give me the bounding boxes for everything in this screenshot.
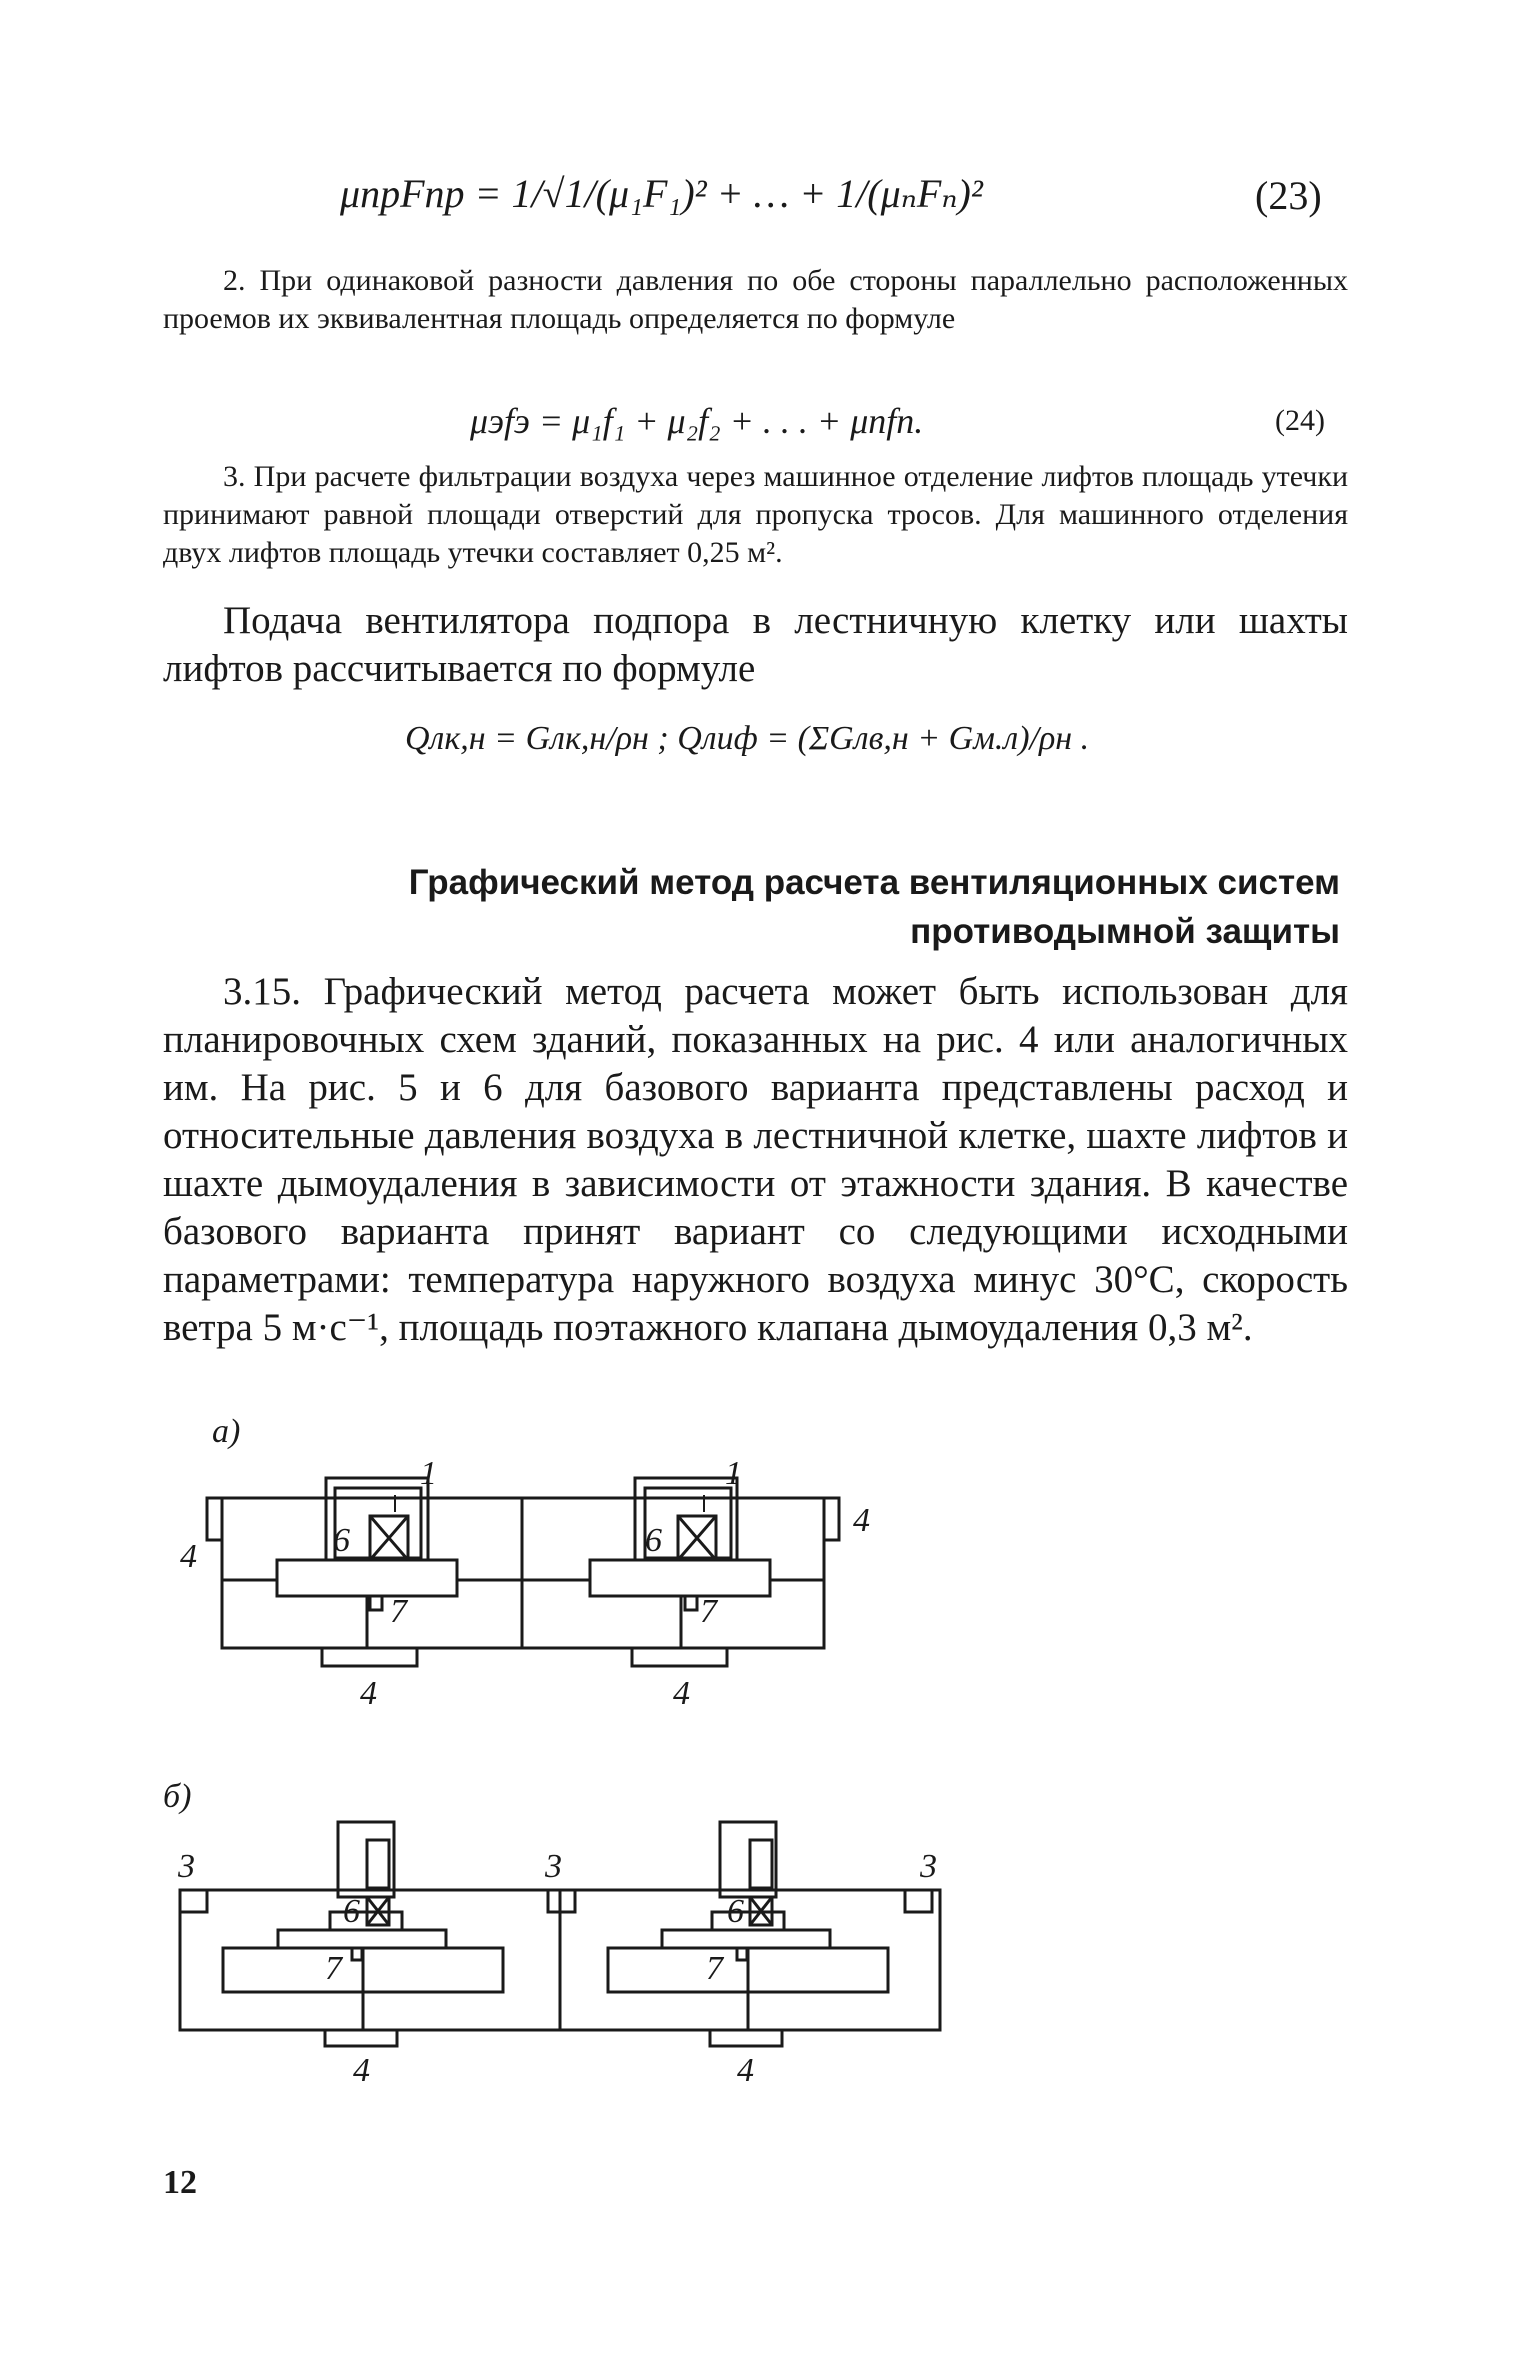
paragraph-3-15: 3.15. Графический метод расчета может быть использован для планировочных схем зданий, показанных на рис. 4 или аналогичных им. На рис. 5 и 6 для базового варианта представлены расход и относительные давления воздуха в лестничной клетке, шахте лифтов и шахте дымоудаления в зависимости от этажности здания. В качестве базового варианта принят вариант со следующими исходными параметрами: температура наружного воздуха минус 30°С, скорость ветра 5 м·с⁻¹, площадь поэтажного клапана дымоудаления 0,3 м². bbox=[163, 970, 1348, 1349]
fig-a-label-4-right: 4 bbox=[853, 1502, 870, 1539]
fig-b-label-6-left: 6 bbox=[343, 1893, 360, 1930]
supply-paragraph: Подача вентилятора подпора в лестничную клетку или шахты лифтов рассчитывается по формуле bbox=[163, 599, 1348, 690]
fig-a-label-6-right: 6 bbox=[645, 1522, 662, 1559]
item-2-paragraph: 2. При одинаковой разности давления по обе стороны параллельно расположенных проемов их эквивалентная площадь определяется по формуле bbox=[163, 264, 1348, 335]
equation-supply: Qлк,н = Gлк,н/ρн ; Qлиф = (ΣGлв,н + Gм.л)/ρн . bbox=[405, 720, 1090, 757]
fig-b-label-3-middle: 3 bbox=[545, 1848, 562, 1885]
page-number: 12 bbox=[163, 2164, 197, 2201]
section-heading-line-2: противодымной защиты bbox=[910, 912, 1340, 951]
equation-23: μпрFпр = 1/√1/(μ₁F₁)² + … + 1/(μₙFₙ)² bbox=[340, 171, 983, 216]
fig-a-label-1-left: 1 bbox=[420, 1455, 437, 1492]
equation-24: μэfэ = μ₁f₁ + μ₂f₂ + . . . + μnfn. bbox=[470, 401, 924, 441]
fig-a-label-4-left: 4 bbox=[180, 1538, 197, 1575]
fig-b-label-7-left: 7 bbox=[325, 1950, 342, 1987]
equation-23-number: (23) bbox=[1255, 173, 1322, 218]
fig-b-label-3-right: 3 bbox=[920, 1848, 937, 1885]
fig-b-label-4-left: 4 bbox=[353, 2052, 370, 2089]
figure-label-a: а) bbox=[212, 1413, 241, 1450]
fig-b-label-4-right: 4 bbox=[737, 2052, 754, 2089]
fig-a-label-7-left: 7 bbox=[390, 1593, 407, 1630]
fig-a-label-4-bottom-left: 4 bbox=[360, 1675, 377, 1712]
section-heading-line-1: Графический метод расчета вентиляционных систем bbox=[408, 863, 1340, 902]
figure-label-b: б) bbox=[163, 1778, 192, 1815]
fig-a-label-4-bottom-right: 4 bbox=[673, 1675, 690, 1712]
fig-a-label-1-right: 1 bbox=[725, 1455, 742, 1492]
fig-b-label-6-right: 6 bbox=[727, 1893, 744, 1930]
fig-a-label-6-left: 6 bbox=[333, 1522, 350, 1559]
fig-b-label-7-right: 7 bbox=[706, 1950, 723, 1987]
fig-a-label-7-right: 7 bbox=[700, 1593, 717, 1630]
fig-b-label-3-left: 3 bbox=[178, 1848, 195, 1885]
item-3-paragraph: 3. При расчете фильтрации воздуха через машинное отделение лифтов площадь утечки принимают равной площади отверстий для пропуска тросов. Для машинного отделения двух лифтов площадь утечки составляет 0,25 м². bbox=[163, 460, 1348, 569]
equation-24-number: (24) bbox=[1275, 404, 1325, 437]
